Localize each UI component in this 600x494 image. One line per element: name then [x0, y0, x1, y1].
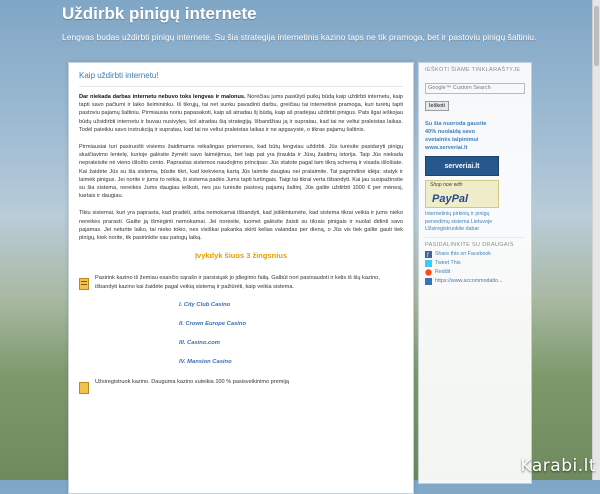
step-2	[79, 378, 403, 394]
blog-header	[62, 4, 562, 42]
search-widget-title: IEŠKOTI ŠIAME TINKLARAŠTYJE	[425, 67, 521, 73]
main-post-column	[68, 62, 414, 494]
casino-link-3[interactable]: III. Casino.com	[179, 340, 220, 347]
share-facebook[interactable]	[425, 251, 525, 258]
share-twitter-label: Tweet This	[435, 260, 461, 266]
reddit-icon	[425, 269, 432, 276]
scrollbar-thumb[interactable]	[594, 6, 599, 66]
step-1	[79, 274, 403, 290]
share-twitter[interactable]	[425, 260, 525, 267]
search-button[interactable]: Ieškoti	[425, 101, 449, 111]
lead-sentence: Dar niekada darbas internetu nebuvo toks lengvas ir malonus.	[79, 94, 246, 100]
promo-line: svetainės talpinimui	[425, 137, 479, 143]
post-body	[69, 93, 413, 394]
search-input[interactable]	[425, 83, 525, 94]
serveriai-banner[interactable]: serveriai.lt	[425, 156, 499, 176]
watermark: Karabi.lt	[520, 456, 596, 476]
paypal-link[interactable]: Internetinių pirkinių ir pinigų	[425, 211, 490, 217]
share-reddit[interactable]	[425, 269, 525, 276]
casino-list	[179, 301, 403, 367]
vertical-scrollbar[interactable]	[592, 0, 600, 480]
paypal-shop-text: Shop now with	[430, 182, 463, 188]
paragraph-1-text: Norėčiau jums pasiūlyti puikų būdą kaip uždirbti internetu, kaip tapti savo pačiumi ir laiko šeimininku. Iš tikrųjų, tai net sunku pavadinti darbu, greičiau tai internetinė pramoga, kuri turėtų tapti pastoviu pajamų šaltiniu. Pirmiausia noriu papasakoti, kaip aš atradau šį būdą, kaip aš pradėjau uždirbti pinigus. Pats ilgai ieškojau būdų užsidirbti internetu ir buvau nusivylęs, kol atradau šią strategiją. Išbandžiau ją ir supratau, kad tai ne veltui praleistas laikas. Todėl pateikiu savo instrukciją ir supratau, kad tai ne veltui praleistas laikas ir ne apgavystė, o tikras pajamų šaltinis.	[79, 94, 403, 133]
svg-text:f: f	[427, 252, 429, 258]
paragraph-1	[79, 93, 403, 134]
post-title[interactable]: Kaip uždirbti internetu!	[79, 71, 403, 87]
sidebar	[418, 62, 532, 484]
twitter-icon	[425, 260, 432, 267]
paypal-banner[interactable]	[425, 180, 499, 208]
casino-link-2[interactable]: II. Crown Europe Casino	[179, 321, 246, 328]
paragraph-2: Pirmiausiai turi pasiruošti visiems žaidimams reikalingas priemones, kad būtų lengviau uždirbti. Jūs turėsite pasidaryti pinigų skaičiavimo lentelę, kurioje galėsite žymėti savo laimėjimus, bet taip pat yra įtraukta ir Jūsų žaidimų istorija. Taip Jūs niekada nepraleisite nė vieno išlošto cento. Paprastas sistemos naudojimo principas: Jūs statote pagal tam tikrą schemą ir visada išlošiate. Kai žaidėte Jūs su šia sistema, būsite tikri, kad kiekvieną kartą Jūs laimite daugiau nei pralaimite. Tai pagrindinė idėja: statyk ir laimėk pinigus. Jei norite ir jums to reikia, ši sistema padės Jums tapti turtingais. Taigi tai tikrai verta išbandyti. Kai jau susipažinsite su šia sistema, nereikės Jums daugiau ieškoti, nes jau turėsite pastovų pajamų šaltinį. Jūs galite uždirbti 1000 € per mėnesį, kartais ir daugiau.	[79, 144, 403, 200]
steps-heading: Įvykdyk šiuos 3 žingsnius	[194, 251, 288, 261]
site-description: Lengvas budas uždirbti pinigų internete. Su šia strategija internetinis kazino taps ne tik pramoga, bet ir pastoviu pinigų šaltiniu.	[62, 32, 537, 42]
link-icon	[425, 278, 432, 285]
facebook-icon	[425, 251, 432, 258]
share-link-label: https://www.accommodatio...	[435, 278, 503, 284]
promo-line: 40% nuolaidą savo	[425, 129, 476, 135]
share-link[interactable]	[425, 278, 525, 285]
promo-line: Su šia nuoroda gausite	[425, 121, 487, 127]
step-2-text: Užsiregistruok kazino. Dauguma kazino suteikia 100 % pasisveikinimo premiją	[95, 378, 290, 385]
site-title[interactable]: Uždirbk pinigų internete	[62, 4, 257, 23]
paypal-link[interactable]: pervedimų sistema Lietuvoje	[425, 218, 493, 225]
step-1-text: Pasirink kazino iš žemiau esančio sąrašo ir parsisiųsk jo įdiegimo failą. Galbūt nori pasinaudoti ir kelis iš šių kazino, išbandyti kazino kai žaidėte pagal veikią sistemą ir pažiūrėti, kaip veikia sistema.	[95, 275, 380, 290]
share-facebook-label: Share this on Facebook	[435, 251, 491, 257]
paypal-logo: PayPal	[432, 193, 469, 205]
file-icon	[79, 382, 89, 394]
promo-line: www.serveriai.lt	[425, 145, 468, 151]
hosting-promo[interactable]	[425, 120, 525, 152]
divider	[425, 237, 525, 238]
paypal-link[interactable]: Užsiregistruokite dabar	[425, 226, 480, 232]
paypal-links	[425, 211, 525, 234]
search-widget	[425, 76, 525, 112]
file-icon	[79, 278, 89, 290]
casino-link-4[interactable]: IV. Mansion Casino	[179, 359, 232, 366]
share-widget-title: PASIDALINKITE SU DRAUGAIS	[425, 241, 514, 248]
share-reddit-label: Reddit	[435, 269, 451, 275]
casino-link-1[interactable]: I. City Club Casino	[179, 301, 231, 308]
paragraph-3: Tikiu sistemai, kuri yra paprasta, kad pradėti, arba nemokamai išbandyti, kad įsitikintumėte, kad sistema tikrai veikia ir jums nieko nereikės prarasti. Galite ją išmėginti nemokamai. Jei norėsite, tuomet galėsite žaisti su tikrais pinigais ir nuolat didinti savo pajamas. Jei neturite laiko, tai nieko tokio, nes visiškai pakanka skirti kelias valandas per dieną, o Jūs vis tiek galite gauti tiek pinigų, kiek norite, tik pasirinkite sau patogų laiką.	[79, 210, 403, 242]
